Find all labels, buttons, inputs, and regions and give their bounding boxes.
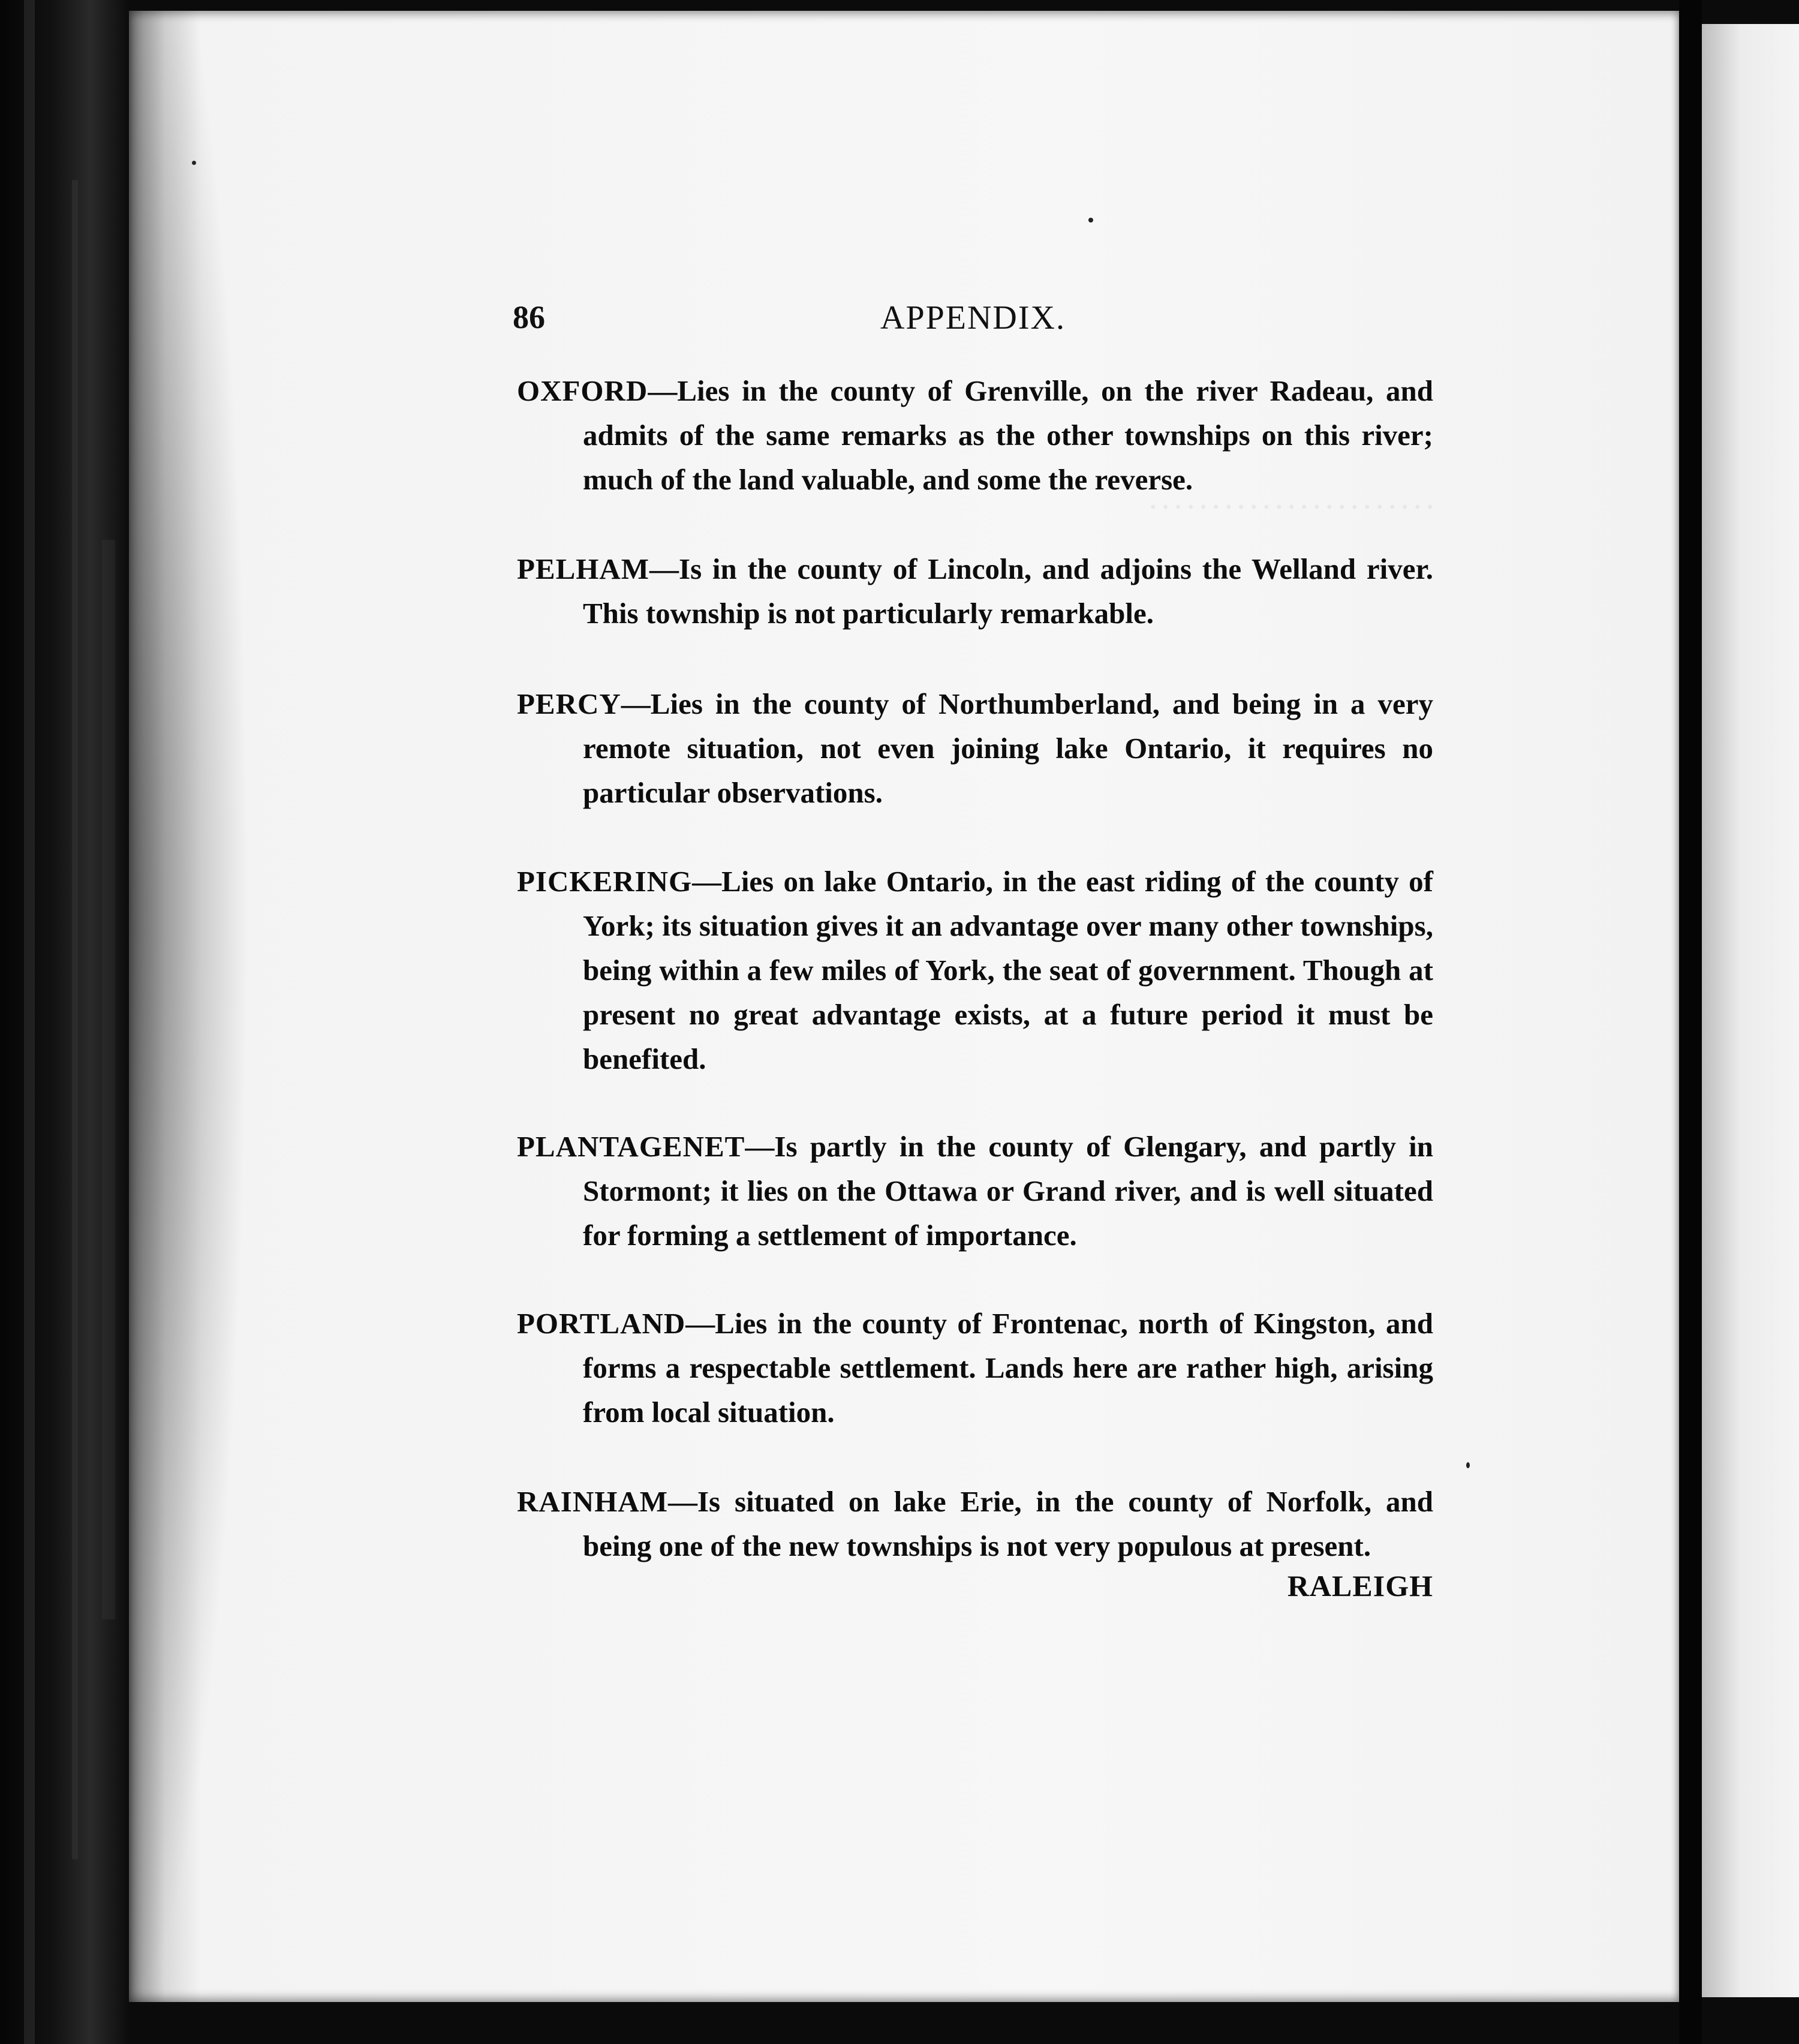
book-binding	[0, 0, 129, 2044]
entry-pickering	[517, 859, 1433, 1081]
entry-text: —Lies in the county of Grenville, on the river Radeau, and admits of the same remarks as the other townships on this river; much of the land valuable, and some the reverse.	[583, 374, 1433, 496]
entry-text: —Is partly in the county of Glengary, and partly in Stormont; it lies on the Ottawa or Grand river, and is well situated for forming a settlement of importance.	[583, 1130, 1433, 1252]
entry-term: PICKERING	[517, 865, 693, 898]
entry-text: —Lies on lake Ontario, in the east riding of the county of York; its situation gives it an advantage over many other townships, being within a few miles of York, the seat of government. Though at present no great advantage exists, at a future period it must be benefited.	[583, 865, 1433, 1075]
ink-speck	[1466, 1462, 1470, 1468]
bleed-through-text: . . . . . . . . . . . . . . . . . . . . . . .	[1150, 487, 1433, 515]
entry-text: —Is in the county of Lincoln, and adjoins the Welland river. This township is not particularly remarkable.	[583, 552, 1433, 630]
page-number: 86	[513, 299, 545, 335]
entry-rainham	[517, 1480, 1433, 1568]
entry-percy	[517, 682, 1433, 815]
catchword: RALEIGH	[1287, 1569, 1433, 1603]
entry-term: RAINHAM	[517, 1485, 668, 1518]
running-head: APPENDIX.	[880, 299, 1066, 336]
entry-term: PLANTAGENET	[517, 1130, 745, 1163]
page-header	[513, 299, 1433, 347]
entry-text: —Lies in the county of Northumberland, and being in a very remote situation, not even joining lake Ontario, it requires no particular observations.	[583, 687, 1433, 809]
entry-term: PELHAM	[517, 552, 650, 585]
entry-text: —Lies in the county of Frontenac, north of Kingston, and forms a respectable settlement. Lands here are rather high, arising from local situation.	[583, 1307, 1433, 1429]
entry-pelham	[517, 547, 1433, 636]
entry-text: —Is situated on lake Erie, in the county of Norfolk, and being one of the new townships is not very populous at present.	[583, 1485, 1433, 1562]
page-gap	[1679, 0, 1702, 2044]
entry-portland	[517, 1301, 1433, 1435]
facing-page-edge	[1702, 24, 1799, 1997]
entry-term: PORTLAND	[517, 1307, 686, 1340]
entry-term: PERCY	[517, 687, 621, 720]
entry-oxford	[517, 369, 1433, 502]
ink-speck	[192, 161, 196, 165]
entry-term: OXFORD	[517, 374, 648, 407]
ink-speck	[1088, 218, 1093, 223]
entry-plantagenet	[517, 1125, 1433, 1258]
page-edge-shadow	[129, 11, 249, 2002]
